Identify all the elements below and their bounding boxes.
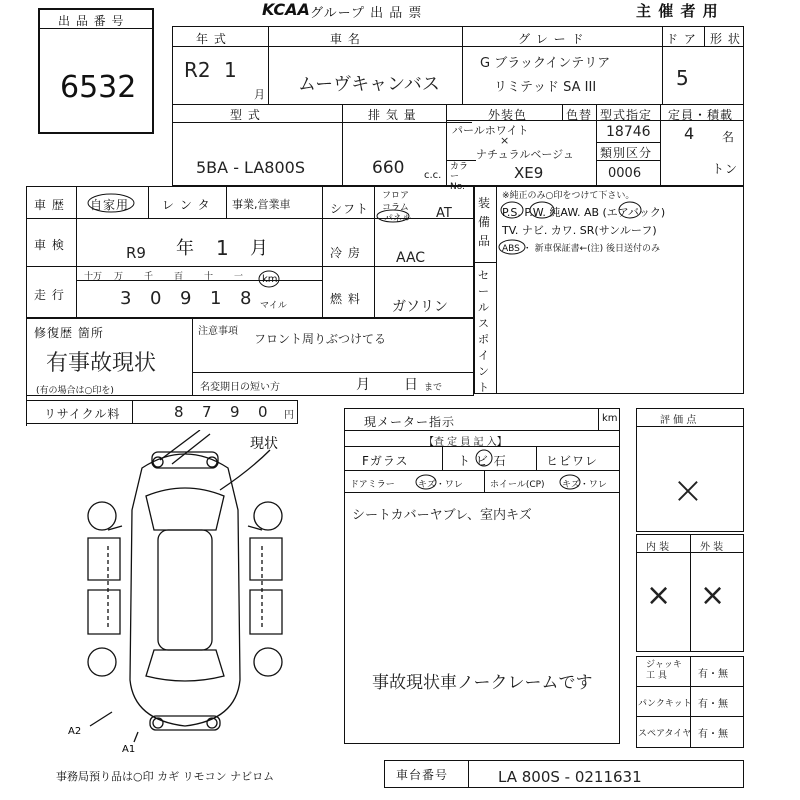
inspection-label: 車 検 bbox=[34, 238, 65, 252]
mirror-label: ドアミラー bbox=[350, 480, 395, 490]
year-value: R2 bbox=[184, 58, 211, 82]
remark-2: 事故現状車ノークレームです bbox=[372, 673, 593, 693]
deadline-month: 月 bbox=[356, 377, 371, 393]
type-designation-label: 型式指定 bbox=[600, 108, 653, 122]
history-own: 自家用 bbox=[90, 198, 130, 212]
equipment-circle-marks bbox=[498, 198, 648, 258]
recycle-digit: 0 bbox=[258, 403, 268, 421]
glass-opts: ト ビ 石 bbox=[458, 454, 507, 468]
chassis-label: 車台番号 bbox=[396, 768, 449, 782]
mileage-digit: 1 bbox=[210, 288, 222, 309]
color-line2: × bbox=[500, 134, 510, 147]
fuel-label: 燃 料 bbox=[330, 292, 361, 306]
interior-value: × bbox=[646, 578, 672, 613]
fuel-value: ガソリン bbox=[392, 299, 448, 315]
mileage-km: km bbox=[262, 274, 278, 285]
color-no-label: カラー No. bbox=[450, 162, 469, 192]
recycle-digit: 7 bbox=[202, 403, 212, 421]
doors-value: 5 bbox=[676, 66, 689, 90]
meter-unit: km bbox=[602, 413, 618, 424]
car-diagram bbox=[60, 430, 310, 760]
shift-value: AT bbox=[436, 206, 452, 221]
color-no-value: XE9 bbox=[514, 164, 544, 182]
exterior-label: 外 装 bbox=[700, 542, 724, 553]
inspection-month: 1 bbox=[216, 236, 229, 260]
name-value: ムーヴキャンバス bbox=[298, 74, 440, 95]
equipment-label: 装 備 品 bbox=[478, 196, 492, 248]
equipment-line3: ABS ・ 新車保証書←(注) 後日送付のみ bbox=[502, 244, 661, 254]
interior-label: 内 装 bbox=[646, 542, 670, 553]
year-label: 年 式 bbox=[196, 32, 227, 46]
organizer-label: 主 催 者 用 bbox=[636, 2, 719, 20]
spare-label: スペアタイヤ bbox=[638, 729, 692, 739]
equipment-line1: P.S. P.W. 純AW. AB (エアバック) bbox=[502, 206, 666, 219]
mileage-unit-label: 千 bbox=[144, 272, 154, 282]
meter-label: 現メーター指示 bbox=[364, 415, 456, 429]
name-label: 車 名 bbox=[330, 32, 361, 46]
inspection-year: R9 bbox=[126, 244, 146, 262]
mileage-unit-label: 十万 bbox=[84, 272, 103, 282]
type-designation-value: 18746 bbox=[606, 124, 651, 140]
jack-opts: 有・無 bbox=[698, 669, 728, 680]
shift-label: シフト bbox=[330, 202, 370, 216]
category-label: 類別区分 bbox=[600, 146, 653, 160]
mileage-digit: 0 bbox=[150, 288, 162, 309]
glass-label: Fガラス bbox=[362, 454, 409, 468]
mileage-digit: 9 bbox=[180, 288, 192, 309]
mileage-unit-label: 百 bbox=[174, 272, 184, 282]
recycle-unit: 円 bbox=[284, 410, 294, 421]
equipment-note: ※純正のみ○印をつけて下さい。 bbox=[502, 191, 635, 201]
panel-circle-mark bbox=[376, 209, 410, 223]
own-circle-mark bbox=[86, 192, 136, 214]
load-unit: トン bbox=[712, 162, 739, 176]
color-line1: パールホワイト bbox=[452, 124, 529, 137]
history-business: 事業,営業車 bbox=[232, 198, 291, 211]
wheel-opts: キズ・ワレ bbox=[562, 480, 607, 490]
diagram-mark-a: A2 bbox=[68, 726, 82, 737]
shift-panel: パネル bbox=[384, 214, 412, 224]
ac-value: AAC bbox=[396, 250, 426, 266]
repair-value: 有事故現状 bbox=[46, 351, 157, 376]
history-rental: レ ン タ bbox=[162, 198, 211, 212]
lot-label: 出 品 番 号 bbox=[58, 14, 125, 28]
recycle-digit: 8 bbox=[174, 403, 184, 421]
equipment-line2: TV. ナビ. カワ. SR(サンルーフ) bbox=[502, 224, 657, 237]
ac-label: 冷 房 bbox=[330, 246, 361, 260]
model-label: 型 式 bbox=[230, 108, 261, 122]
diagram-note-top: 現状 bbox=[250, 436, 278, 452]
recycle-digit: 9 bbox=[230, 403, 240, 421]
inspection-month-unit: 月 bbox=[250, 238, 269, 259]
remark-1: シートカバーヤブレ、室内キズ bbox=[352, 508, 532, 523]
glass-circle-mark bbox=[474, 448, 494, 468]
glass-crack: ヒビワレ bbox=[546, 454, 599, 468]
exterior-value: × bbox=[700, 578, 726, 613]
displacement-value: 660 bbox=[372, 158, 405, 178]
grade-line2: リミテッド SA III bbox=[494, 80, 597, 95]
grade-label: グ レ ー ド bbox=[518, 32, 585, 46]
color-code-label: 色替 bbox=[566, 108, 593, 122]
jack-label: ジャッキ 工 具 bbox=[646, 660, 682, 681]
lot-number: 6532 bbox=[60, 70, 137, 105]
puncture-label: パンクキット bbox=[638, 699, 692, 709]
mileage-unit-label: 一 bbox=[234, 272, 244, 282]
puncture-opts: 有・無 bbox=[698, 699, 728, 710]
shift-floor: フロア bbox=[382, 191, 410, 201]
displacement-label: 排 気 量 bbox=[368, 108, 417, 122]
month-value: 1 bbox=[224, 58, 237, 82]
month-unit: 月 bbox=[254, 88, 266, 101]
mileage-unit-label: 万 bbox=[114, 272, 124, 282]
color-label: 外装色 bbox=[488, 108, 528, 122]
mileage-label: 走 行 bbox=[34, 288, 65, 302]
form-title: グループ 出 品 票 bbox=[310, 6, 423, 21]
capacity-unit: 名 bbox=[722, 130, 736, 144]
capacity-label: 定員・積載 bbox=[668, 108, 734, 122]
sales-point-label: セールスポイント bbox=[478, 269, 490, 394]
inspector-label: 【査 定 員 記 入】 bbox=[424, 437, 507, 448]
mileage-mile: マイル bbox=[260, 301, 287, 311]
deadline-day: 日 bbox=[404, 377, 419, 393]
repair-label: 修復歴 箇所 bbox=[34, 326, 104, 340]
mileage-digit: 3 bbox=[120, 288, 132, 309]
recycle-label: リサイクル料 bbox=[44, 407, 121, 421]
deadline-suffix: まで bbox=[424, 383, 443, 393]
doors-label: ド ア bbox=[666, 32, 697, 46]
wheel-label: ホイール(CP) bbox=[490, 480, 545, 490]
deadline-label: 名変期日の短い方 bbox=[200, 382, 280, 393]
displacement-unit: c.c. bbox=[424, 170, 442, 181]
brand-logo: KCAA bbox=[262, 0, 310, 19]
mirror-opts: キズ・ワレ bbox=[418, 480, 463, 490]
office-note: 事務局預り品は○印 カギ リモコン ナビロム bbox=[56, 770, 275, 783]
evaluation-value: × bbox=[672, 468, 704, 512]
shape-label: 形 状 bbox=[710, 32, 741, 46]
km-circle-mark bbox=[258, 270, 280, 288]
diagram-mark-b: A1 bbox=[122, 744, 136, 755]
evaluation-label: 評 価 点 bbox=[660, 415, 697, 426]
notes-label: 注意事項 bbox=[198, 326, 238, 337]
capacity-value: 4 bbox=[684, 124, 695, 143]
model-value: 5BA - LA800S bbox=[196, 158, 305, 177]
shift-column: コラム bbox=[382, 203, 409, 213]
history-label: 車 歴 bbox=[34, 198, 65, 212]
category-value: 0006 bbox=[608, 166, 642, 181]
chassis-value: LA 800S - 0211631 bbox=[498, 768, 642, 786]
damage-circle-marks bbox=[414, 472, 614, 492]
notes-value: フロント周りぶつけてる bbox=[254, 332, 387, 346]
mileage-unit-label: 十 bbox=[204, 272, 214, 282]
color-line3: ナチュラルベージュ bbox=[476, 148, 574, 161]
mileage-digit: 8 bbox=[240, 288, 252, 309]
grade-line1: G ブラックインテリア bbox=[480, 56, 611, 71]
spare-opts: 有・無 bbox=[698, 729, 728, 740]
repair-note: (有の場合は○印を) bbox=[36, 386, 114, 396]
inspection-year-unit: 年 bbox=[176, 238, 195, 259]
